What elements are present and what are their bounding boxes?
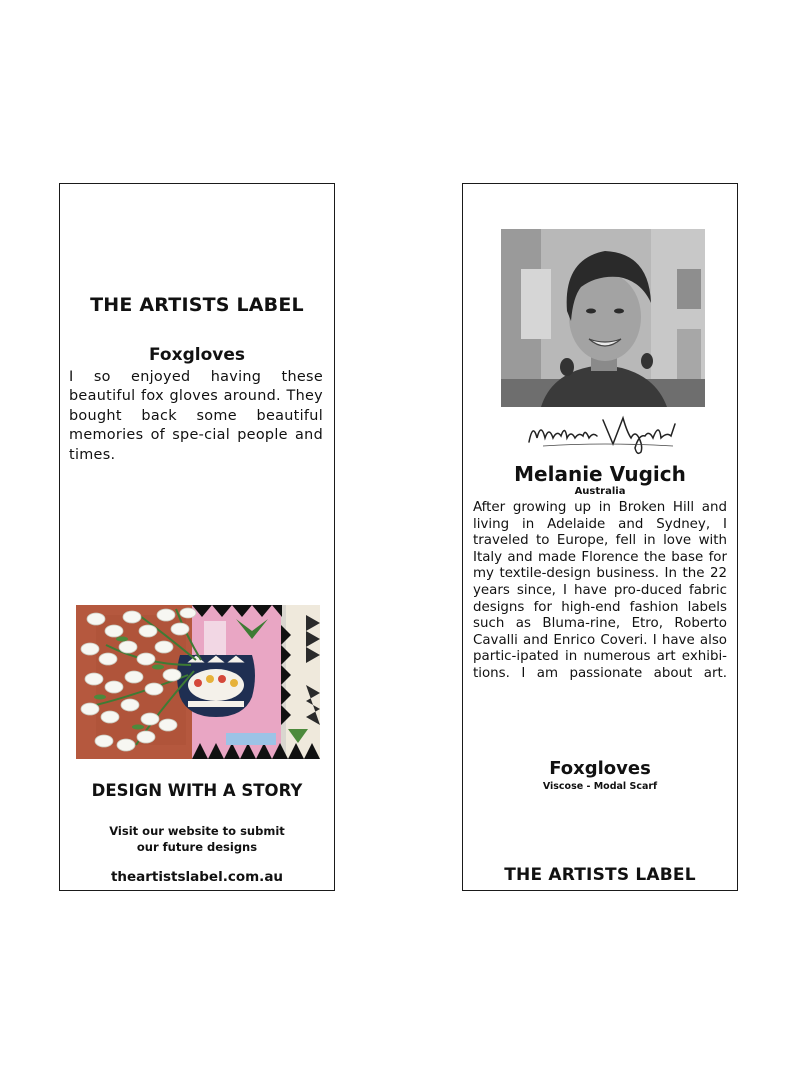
product-material: Viscose - Modal Scarf bbox=[542, 781, 658, 792]
artist-bio: After growing up in Broken Hill and living in Adelaide and Sydney, I traveled to Europe, fell in love with Italy and made Florence the base for my textile-design business. In the 22 years since, I have pro-duced fabric designs for high-end fashion labels such as Bluma-rine, Etro, Roberto Cavalli and Enrico Coveri. I have also partic-ipated in numerous art exhibi-tions. I am passionate about art. bbox=[473, 500, 727, 681]
tagline: DESIGN WITH A STORY bbox=[91, 781, 303, 800]
visit-line-2: our future designs bbox=[136, 840, 258, 854]
story-text: I so enjoyed having these beautiful fox gloves around. They bought back some beautiful memories of spe-cial people and times. bbox=[69, 369, 323, 463]
artist-card bbox=[462, 183, 738, 891]
brand-footer: THE ARTISTS LABEL bbox=[504, 865, 696, 885]
artist-country: Australia bbox=[574, 486, 626, 497]
artist-portrait-photo bbox=[501, 229, 705, 407]
artist-name: Melanie Vugich bbox=[514, 462, 686, 486]
brand-title: THE ARTISTS LABEL bbox=[90, 294, 304, 316]
website-url: theartistslabel.com.au bbox=[110, 869, 284, 885]
foxglove-painting-image bbox=[76, 605, 320, 759]
story-card bbox=[59, 183, 335, 891]
visit-message bbox=[60, 823, 334, 855]
story-title: Foxgloves bbox=[149, 345, 245, 365]
visit-line-1: Visit our website to submit bbox=[109, 824, 285, 838]
product-title: Foxgloves bbox=[549, 758, 651, 779]
handwritten-signature bbox=[523, 412, 683, 456]
